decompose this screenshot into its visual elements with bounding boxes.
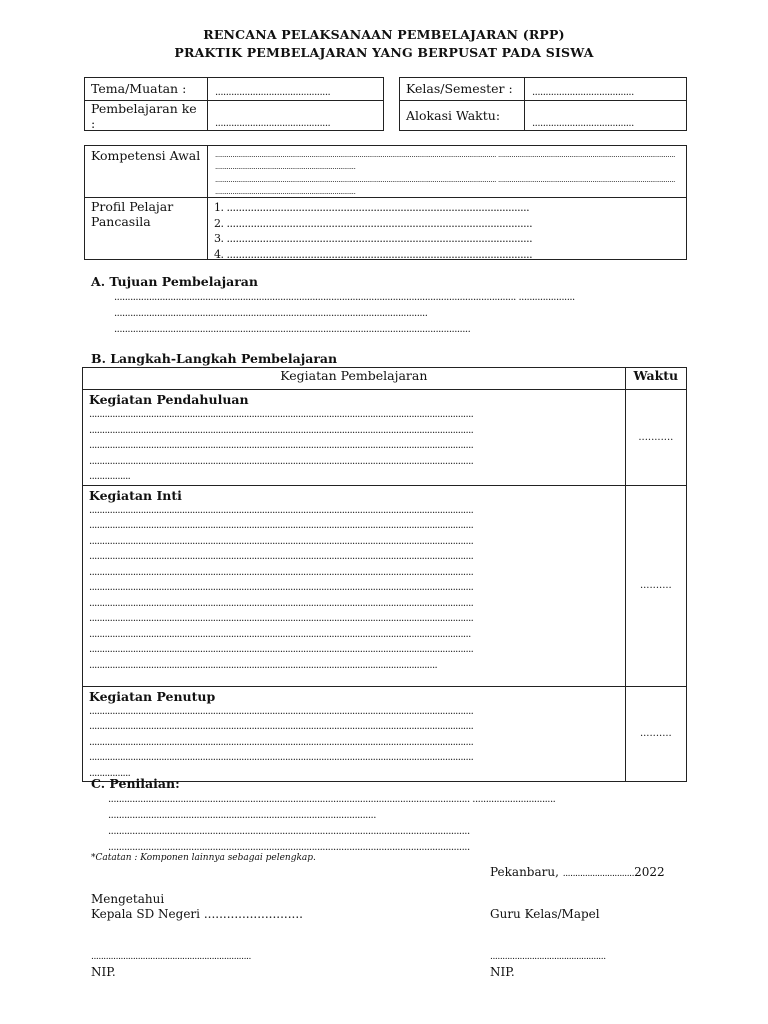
kompetensi-label: Kompetensi Awal: [91, 148, 201, 163]
penutup-line[interactable]: .....................................................................................................................................................: [89, 752, 474, 763]
nip-right: NIP.: [490, 965, 515, 979]
inti-line[interactable]: .....................................................................................................................................................: [89, 535, 474, 547]
inti-line[interactable]: .....................................................................................................................................................: [89, 504, 474, 516]
inti-row: [83, 485, 687, 686]
profil-item[interactable]: 4. ......................................................................................................: [214, 247, 533, 261]
profil-item[interactable]: 2. ......................................................................................................: [214, 216, 533, 230]
catatan-note: *Catatan : Komponen lainnya sebagai pelengkap.: [91, 853, 316, 863]
tujuan-line2[interactable]: .....................................................................................................................: [114, 308, 428, 319]
kompetensi-line1[interactable]: .................................................................................................................................................. ............................................................................................: [215, 151, 676, 159]
penutup-line[interactable]: .....................................................................................................................................................: [89, 705, 474, 717]
right-signature-line[interactable]: ...............................................: [490, 952, 606, 962]
penilaian-line2[interactable]: ....................................................................................................: [108, 810, 376, 821]
left-signature-line[interactable]: .................................................................: [91, 952, 251, 962]
info-right-box: [399, 77, 687, 131]
kompetensi-profil-box: [84, 145, 687, 260]
info-left-box: [84, 77, 384, 131]
pendahuluan-title: Kegiatan Pendahuluan: [89, 392, 249, 407]
kegiatan-column-header: Kegiatan Pembelajaran: [83, 368, 626, 390]
place-date-dots[interactable]: .............................: [562, 869, 635, 879]
place-date-prefix: Pekanbaru,: [490, 865, 563, 879]
penutup-row: [83, 686, 687, 782]
profil-list: [214, 200, 684, 262]
inti-line[interactable]: .....................................................................................................................................................: [89, 551, 474, 562]
penilaian-heading: C. Penilaian:: [91, 776, 180, 791]
inti-waktu[interactable]: ..........: [625, 485, 686, 686]
penilaian-line1[interactable]: ....................................................................................................................................... ...............................: [108, 794, 556, 805]
pembelajaran-value[interactable]: ...........................................: [215, 118, 331, 129]
nip-left: NIP.: [91, 965, 116, 979]
penutup-line[interactable]: ................: [89, 767, 131, 779]
document-title-line2: PRAKTIK PEMBELAJARAN YANG BERPUSAT PADA SISWA: [174, 45, 594, 60]
inti-line[interactable]: .....................................................................................................................................................: [89, 566, 474, 578]
inti-line[interactable]: .....................................................................................................................................................: [89, 597, 474, 609]
pendahuluan-line[interactable]: .....................................................................................................................................................: [89, 424, 474, 436]
kelas-label: Kelas/Semester :: [406, 81, 513, 96]
guru-label: Guru Kelas/Mapel: [490, 907, 600, 921]
penutup-waktu[interactable]: ..........: [625, 686, 686, 782]
kompetensi-line4[interactable]: .........................................................................: [215, 188, 356, 196]
penutup-line[interactable]: .....................................................................................................................................................: [89, 736, 474, 748]
pendahuluan-line[interactable]: .....................................................................................................................................................: [89, 455, 474, 467]
langkah-table: [82, 367, 687, 782]
penilaian-line4[interactable]: .......................................................................................................................................: [108, 842, 470, 853]
tujuan-line1[interactable]: ...................................................................................................................................................... .....................: [114, 292, 575, 303]
tema-value[interactable]: ...........................................: [215, 87, 331, 98]
profil-item[interactable]: 3. ......................................................................................................: [214, 232, 533, 245]
pendahuluan-waktu[interactable]: ...........: [625, 390, 686, 486]
tujuan-line3[interactable]: .....................................................................................................................................: [114, 324, 471, 335]
inti-title: Kegiatan Inti: [89, 487, 182, 503]
penutup-title: Kegiatan Penutup: [89, 688, 216, 704]
pendahuluan-line[interactable]: ................: [89, 471, 131, 482]
langkah-heading: B. Langkah-Langkah Pembelajaran: [91, 351, 338, 366]
langkah-table-header: [83, 368, 687, 390]
kompetensi-line2[interactable]: .........................................................................: [215, 163, 356, 171]
tujuan-heading: A. Tujuan Pembelajaran: [91, 274, 258, 289]
profil-item[interactable]: 1. .....................................................................................................: [214, 201, 530, 214]
kepala-label: Kepala SD Negeri ..........................: [91, 907, 303, 921]
pendahuluan-line[interactable]: .....................................................................................................................................................: [89, 440, 474, 451]
place-date: [490, 865, 665, 879]
document-title-line1: RENCANA PELAKSANAAN PEMBELAJARAN (RPP): [203, 27, 565, 42]
penilaian-line3[interactable]: .......................................................................................................................................: [108, 826, 470, 837]
inti-line[interactable]: .....................................................................................................................................................: [89, 520, 474, 531]
inti-line[interactable]: .....................................................................................................................................................: [89, 582, 474, 593]
alokasi-label: Alokasi Waktu:: [406, 108, 501, 123]
kelas-value[interactable]: ......................................: [532, 87, 634, 98]
inti-line[interactable]: .......................................................................................................................................: [89, 659, 438, 671]
profil-label-text: Profil Pelajar Pancasila: [91, 199, 174, 229]
inti-line[interactable]: .....................................................................................................................................................: [89, 613, 474, 624]
penutup-line[interactable]: .....................................................................................................................................................: [89, 721, 474, 732]
pendahuluan-line[interactable]: .....................................................................................................................................................: [89, 409, 474, 420]
alokasi-value[interactable]: ......................................: [532, 118, 634, 129]
inti-line[interactable]: .....................................................................................................................................................: [89, 644, 474, 655]
inti-line[interactable]: ....................................................................................................................................................: [89, 628, 471, 640]
mengetahui-label: Mengetahui: [91, 892, 165, 906]
tema-label: Tema/Muatan :: [91, 81, 187, 96]
place-date-year: 2022: [634, 865, 665, 879]
kompetensi-line3[interactable]: .................................................................................................................................................. ............................................................................................: [215, 176, 676, 184]
pembelajaran-label: Pembelajaran ke :: [91, 101, 197, 131]
pendahuluan-row: [83, 390, 687, 486]
waktu-column-header: Waktu: [625, 368, 686, 390]
